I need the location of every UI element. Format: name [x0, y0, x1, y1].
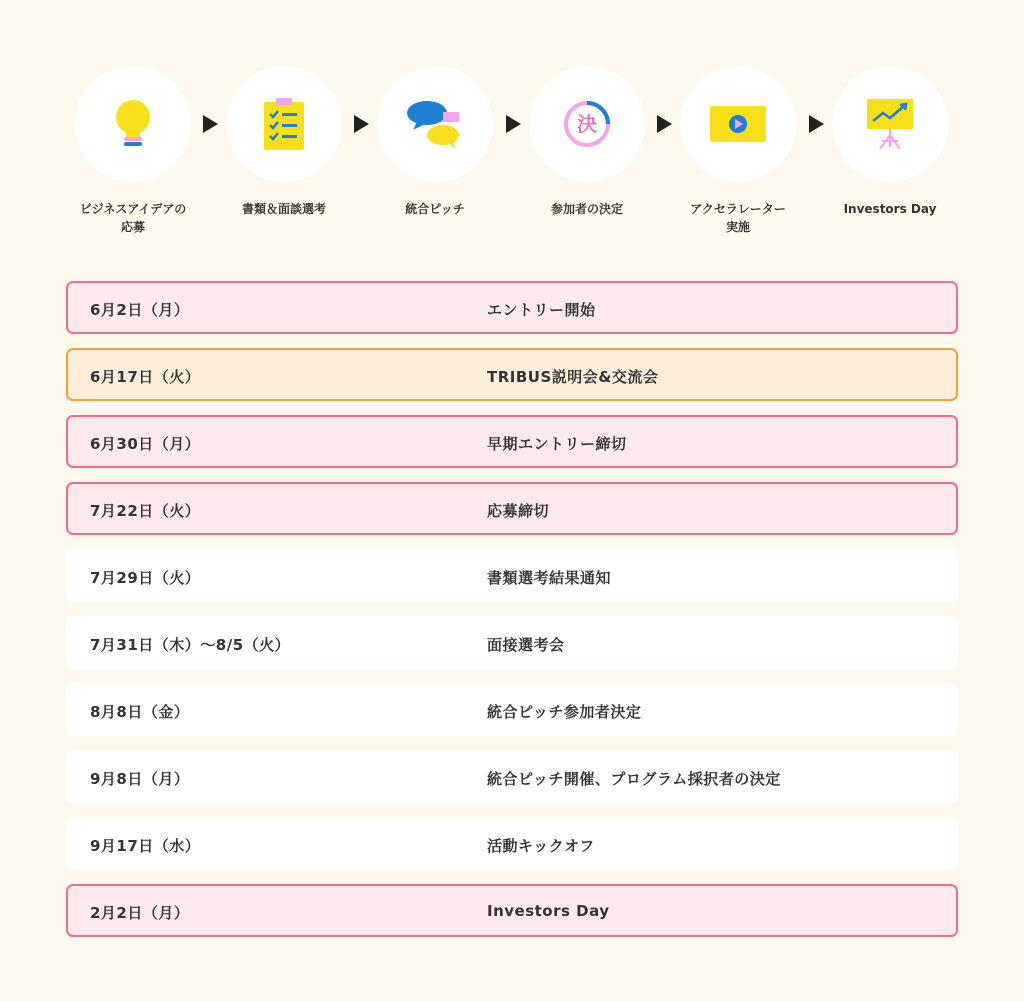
step-idea-application	[58, 66, 208, 236]
schedule-event: 活動キックオフ	[487, 837, 595, 855]
step-label: アクセラレーター 実施	[690, 202, 786, 234]
lightbulb-icon	[109, 98, 157, 150]
step-circle	[680, 66, 796, 182]
schedule-event: 応募締切	[487, 502, 550, 520]
schedule-date: 6月30日（月）	[90, 435, 201, 453]
step-participant-decision	[512, 66, 662, 218]
schedule-date: 6月17日（火）	[90, 368, 201, 386]
step-label: Investors Day	[843, 202, 937, 216]
step-screening	[209, 66, 359, 218]
schedule-row	[66, 817, 958, 870]
step-circle	[75, 66, 191, 182]
schedule-event: 統合ピッチ参加者決定	[487, 703, 642, 721]
schedule-event: エントリー開始	[487, 301, 596, 319]
schedule-date: 7月29日（火）	[90, 569, 201, 587]
step-label: 参加者の決定	[550, 202, 623, 216]
schedule-list	[66, 281, 958, 951]
schedule-date: 9月8日（月）	[90, 770, 190, 788]
schedule-date: 7月31日（木）〜8/5（火）	[90, 636, 291, 654]
schedule-event: TRIBUS説明会&交流会	[487, 368, 659, 386]
process-flow	[0, 66, 1024, 246]
schedule-event: 書類選考結果通知	[487, 569, 612, 587]
step-label: 統合ピッチ	[405, 202, 465, 216]
schedule-date: 8月8日（金）	[90, 703, 190, 721]
clipboard-checklist-icon	[262, 97, 306, 151]
step-circle	[377, 66, 493, 182]
schedule-row	[66, 549, 958, 602]
schedule-row	[66, 884, 958, 937]
step-investors-day	[815, 66, 965, 218]
step-circle	[832, 66, 948, 182]
step-circle	[226, 66, 342, 182]
decision-badge-text: 決	[577, 112, 597, 136]
schedule-row	[66, 683, 958, 736]
schedule-event: 早期エントリー締切	[487, 435, 627, 453]
schedule-event: Investors Day	[487, 902, 610, 920]
schedule-date: 6月2日（月）	[90, 301, 190, 319]
schedule-row	[66, 482, 958, 535]
schedule-row	[66, 616, 958, 669]
schedule-event: 面接選考会	[487, 636, 565, 654]
presentation-board-icon	[864, 97, 916, 151]
schedule-row	[66, 348, 958, 401]
step-label: 書類＆面談選考	[241, 202, 326, 216]
schedule-row	[66, 750, 958, 803]
step-integrated-pitch	[360, 66, 510, 218]
schedule-row	[66, 415, 958, 468]
speech-bubbles-icon	[405, 98, 465, 150]
step-circle	[529, 66, 645, 182]
schedule-event: 統合ピッチ開催、プログラム採択者の決定	[487, 770, 781, 788]
schedule-date: 7月22日（火）	[90, 502, 201, 520]
step-label: ビジネスアイデアの 応募	[79, 202, 187, 234]
schedule-date: 2月2日（月）	[90, 904, 190, 922]
schedule-date: 9月17日（水）	[90, 837, 201, 855]
schedule-row	[66, 281, 958, 334]
video-play-icon	[709, 104, 767, 144]
step-accelerator	[663, 66, 813, 236]
